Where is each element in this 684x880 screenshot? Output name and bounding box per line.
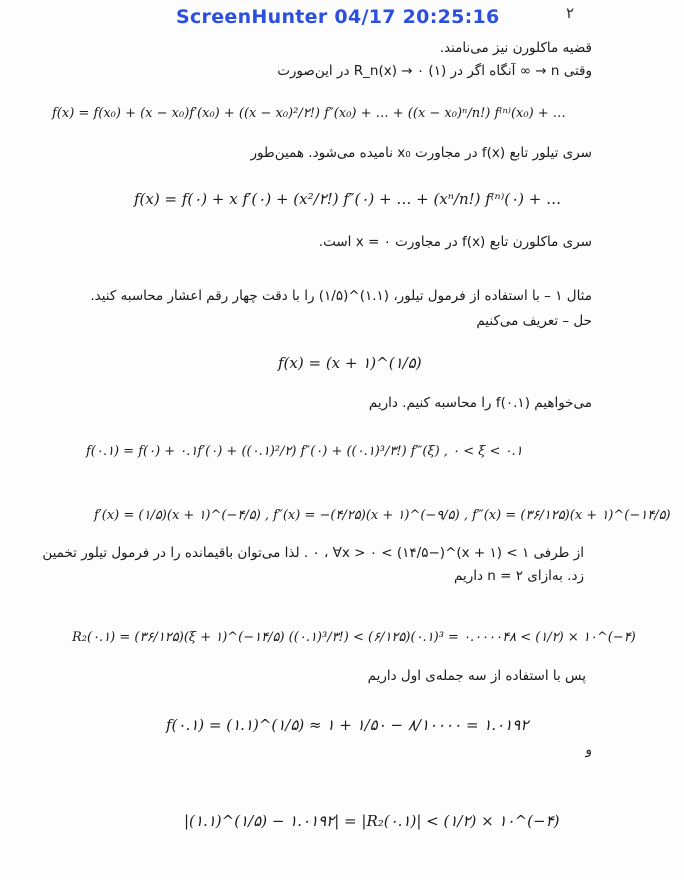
text-line-7: زد. به‌ازای n = ۲ داریم bbox=[453, 568, 584, 584]
derivatives-equation: f′(x) = (۱/۵)(x + ۱)^(−۴/۵) , f″(x) = −(۴/۲۵)(x + ۱)^(−۹/۵) , f‴(x) = (۳۶/۱۲۵)(x + ۱)^(−۱۴/۵) bbox=[94, 508, 671, 523]
error-bound-equation: |(۱.۱)^(۱/۵) − ۱.۰۱۹۲| = |R₂(۰.۱)| < (۱/۲) × ۱۰^(−۴) bbox=[184, 812, 560, 830]
text-line-2: وقتی n → ∞ آنگاه اگر در (۱) R_n(x) → ۰ در این‌صورت bbox=[277, 63, 592, 79]
example-1-statement: مثال ۱ – با استفاده از فرمول تیلور، (۱.۱)^(۱/۵) را با دقت چهار رقم اعشار محاسبه کنید. bbox=[90, 288, 592, 304]
page-number: ۲ bbox=[566, 4, 575, 22]
text-line-8: پس با استفاده از سه جمله‌ی اول داریم bbox=[367, 668, 586, 684]
text-line-1: قضیه ماکلورن نیز می‌نامند. bbox=[439, 40, 592, 56]
taylor-series-equation: f(x) = f(x₀) + (x − x₀)f′(x₀) + ((x − x₀)²/۲!) f″(x₀) + … + ((x − x₀)ⁿ/n!) f⁽ⁿ⁾(x₀) + … bbox=[52, 106, 566, 121]
text-line-9: و bbox=[585, 742, 592, 758]
solution-intro: حل – تعریف می‌کنیم bbox=[476, 313, 592, 329]
text-line-4: سری ماکلورن تابع f(x) در مجاورت x = ۰ است. bbox=[318, 234, 592, 250]
text-line-6: از طرفی ۱ > (x + ۱)^(−۱۴/۵) > ۰ ، ∀x > ۰ . لذا می‌توان باقیمانده را در فرمول تیلور تخمین bbox=[42, 545, 584, 561]
function-definition-equation: f(x) = (x + ۱)^(۱/۵) bbox=[278, 354, 422, 372]
screenhunter-watermark: ScreenHunter 04/17 20:25:16 bbox=[176, 6, 500, 28]
taylor-expansion-equation: f(۰.۱) = f(۰) + ۰.۱f′(۰) + ((۰.۱)²/۲) f″(۰) + ((۰.۱)³/۳!) f‴(ξ) , ۰ < ξ < ۰.۱ bbox=[86, 444, 523, 459]
approximation-equation: f(۰.۱) = (۱.۱)^(۱/۵) ≈ ۱ + ۱/۵۰ − ۸/۱۰۰۰۰ = ۱.۰۱۹۲ bbox=[166, 716, 529, 734]
maclaurin-series-equation: f(x) = f(۰) + x f′(۰) + (x²/۲!) f″(۰) + … + (xⁿ/n!) f⁽ⁿ⁾(۰) + … bbox=[134, 190, 562, 208]
text-line-5: می‌خواهیم f(۰.۱) را محاسبه کنیم. داریم bbox=[368, 395, 592, 411]
text-line-3: سری تیلور تابع f(x) در مجاورت x₀ نامیده می‌شود. همین‌طور bbox=[250, 145, 592, 161]
remainder-estimate-equation: R₂(۰.۱) = (۳۶/۱۲۵)(ξ + ۱)^(−۱۴/۵) ((۰.۱)³/۳!) < (۶/۱۲۵)(۰.۱)³ = ۰.۰۰۰۰۴۸ < (۱/۲) × ۱۰^(−۴) bbox=[72, 630, 636, 645]
